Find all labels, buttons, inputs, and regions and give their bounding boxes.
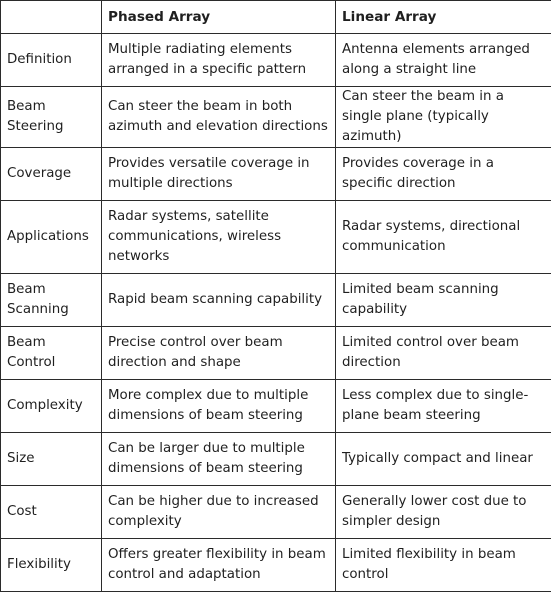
phased-array-cell: Offers greater flexibility in beam control and adaptation	[102, 539, 336, 592]
row-label: Complexity	[1, 380, 102, 433]
phased-array-cell: Can be higher due to increased complexity	[102, 486, 336, 539]
phased-array-cell: Provides versatile coverage in multiple directions	[102, 148, 336, 201]
table-row	[1, 486, 551, 539]
table-row	[1, 380, 551, 433]
linear-array-cell: Generally lower cost due to simpler design	[336, 486, 551, 539]
table-row	[1, 201, 551, 274]
header-linear-array: Linear Array	[336, 1, 551, 34]
phased-array-cell: Precise control over beam direction and shape	[102, 327, 336, 380]
header-phased-array: Phased Array	[102, 1, 336, 34]
row-label: Size	[1, 433, 102, 486]
phased-array-cell: Multiple radiating elements arranged in a specific pattern	[102, 34, 336, 87]
linear-array-cell: Antenna elements arranged along a straight line	[336, 34, 551, 87]
linear-array-cell: Typically compact and linear	[336, 433, 551, 486]
row-label: Beam Scanning	[1, 274, 102, 327]
row-label: Coverage	[1, 148, 102, 201]
table-row	[1, 87, 551, 148]
linear-array-cell: Limited flexibility in beam control	[336, 539, 551, 592]
linear-array-cell: Less complex due to single-plane beam steering	[336, 380, 551, 433]
phased-array-cell: More complex due to multiple dimensions of beam steering	[102, 380, 336, 433]
row-label: Beam Control	[1, 327, 102, 380]
linear-array-cell: Radar systems, directional communication	[336, 201, 551, 274]
table-row	[1, 148, 551, 201]
row-label: Flexibility	[1, 539, 102, 592]
phased-array-cell: Rapid beam scanning capability	[102, 274, 336, 327]
linear-array-cell: Limited control over beam direction	[336, 327, 551, 380]
table-row	[1, 433, 551, 486]
table-row	[1, 327, 551, 380]
row-label: Cost	[1, 486, 102, 539]
linear-array-cell: Can steer the beam in a single plane (typically azimuth)	[336, 87, 551, 148]
table-row	[1, 539, 551, 592]
table-row	[1, 274, 551, 327]
linear-array-cell: Provides coverage in a specific direction	[336, 148, 551, 201]
table-body	[1, 34, 551, 592]
header-row	[1, 1, 551, 34]
phased-array-cell: Can be larger due to multiple dimensions of beam steering	[102, 433, 336, 486]
header-empty-cell	[1, 1, 102, 34]
row-label: Beam Steering	[1, 87, 102, 148]
table-header	[1, 1, 551, 34]
row-label: Definition	[1, 34, 102, 87]
linear-array-cell: Limited beam scanning capability	[336, 274, 551, 327]
row-label: Applications	[1, 201, 102, 274]
table-row	[1, 34, 551, 87]
phased-array-cell: Radar systems, satellite communications, wireless networks	[102, 201, 336, 274]
phased-array-cell: Can steer the beam in both azimuth and elevation directions	[102, 87, 336, 148]
